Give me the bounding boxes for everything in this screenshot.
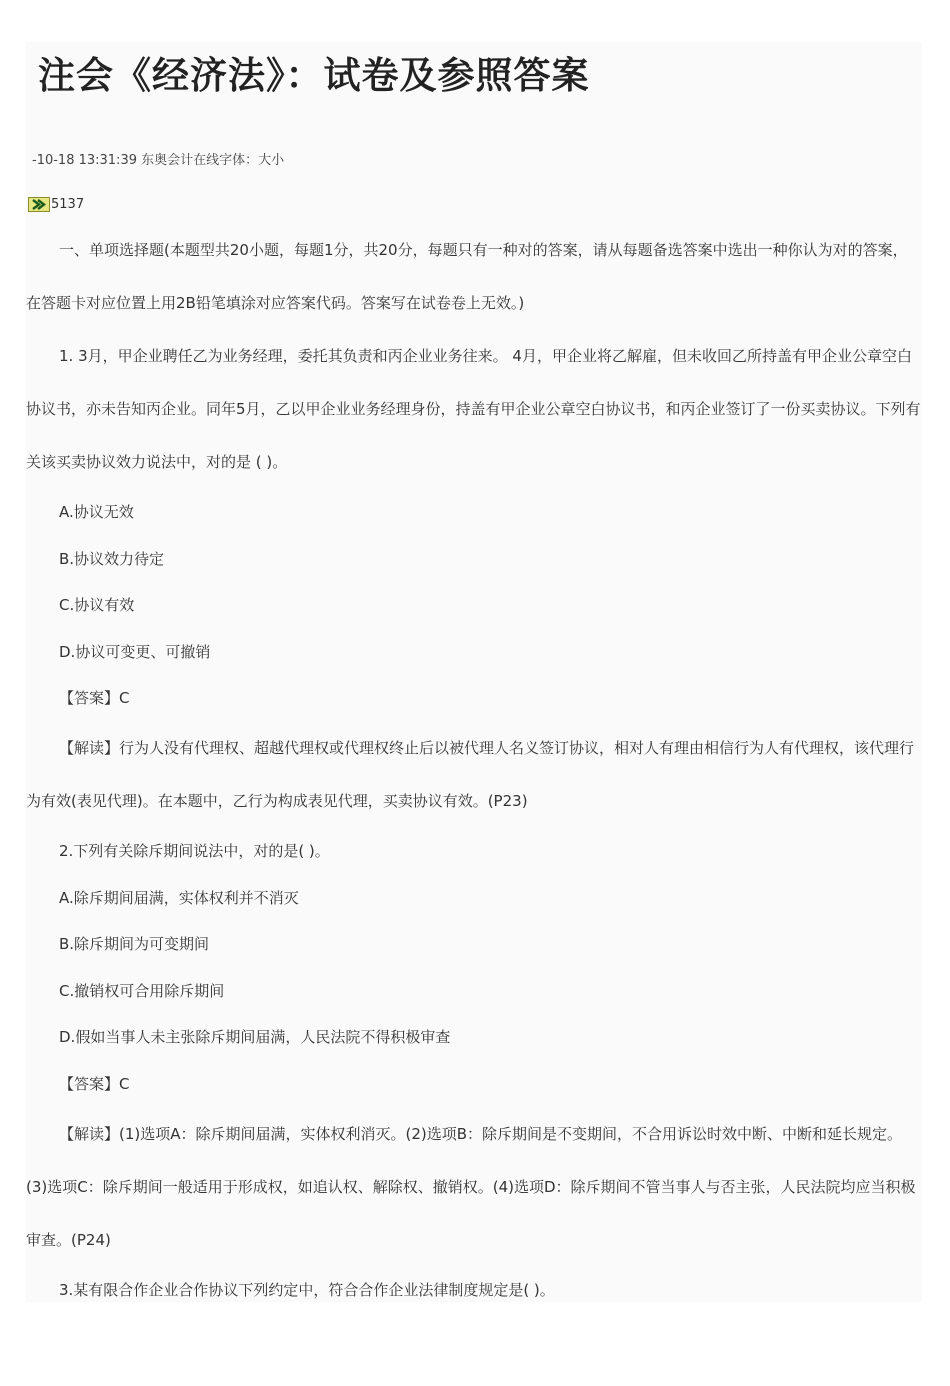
question-3: 3.某有限合作企业合作协议下列约定中，符合合作企业法律制度规定是( )。 (59, 1280, 555, 1299)
article-meta: -10-18 13:31:39 东奥会计在线字体：大小 (32, 153, 285, 168)
section-intro: 一、单项选择题(本题型共20小题，每题1分，共20分，每题只有一种对的答案，请从每题备选答案中选出一种你认为对的答案，在答题卡对应位置上用2B铅笔填涂对应答案代码。答案写在试卷卷上无效。) (26, 241, 908, 312)
q2-option-a: A.除斥期间届满，实体权利并不消灭 (59, 888, 299, 907)
q1-option-c: C.协议有效 (59, 596, 135, 615)
page-title: 注会《经济法》：试卷及参照答案 (38, 54, 590, 97)
question-1: 1. 3月，甲企业聘任乙为业务经理，委托其负责和丙企业业务往来。 4月，甲企业将乙解雇，但未收回乙所持盖有甲企业公章空白协议书，亦未告知丙企业。同年5月，乙以甲企业业务经理身份，持盖有甲企业公章空白协议书，和丙企业签订了一份买卖协议。下列有关该买卖协议效力说法中，对的是 ( )。 (26, 347, 921, 471)
q2-option-b: B.除斥期间为可变期间 (59, 935, 210, 954)
question-2: 2.下列有关除斥期间说法中，对的是( )。 (59, 841, 330, 860)
q1-answer: 【答案】C (59, 689, 130, 708)
arrow-icon (28, 197, 50, 212)
q1-explanation: 【解读】行为人没有代理权、超越代理权或代理权终止后以被代理人名义签订协议，相对人有理由相信行为人有代理权，该代理行为有效(表见代理)。在本题中，乙行为构成表见代理，买卖协议有效。(P23) (26, 738, 915, 810)
article-id-line (28, 194, 922, 212)
q1-option-a: A.协议无效 (59, 503, 134, 521)
document-page (26, 42, 922, 1302)
q1-option-d: D.协议可变更、可撤销 (59, 642, 211, 661)
q1-option-b: B.协议效力待定 (59, 549, 165, 568)
document-body (26, 224, 922, 1302)
q2-option-d: D.假如当事人未主张除斥期间届满，人民法院不得积极审查 (59, 1028, 451, 1047)
q2-explanation: 【解读】(1)选项A：除斥期间届满，实体权利消灭。(2)选项B：除斥期间是不变期间，不合用诉讼时效中断、中断和延长规定。(3)选项C：除斥期间一般适用于形成权，如追认权、解除权、撤销权。(4)选项D：除斥期间不管当事人与否主张，人民法院均应当积极审查。(P24) (26, 1124, 916, 1249)
q2-answer: 【答案】C (59, 1074, 130, 1093)
q2-option-c: C.撤销权可合用除斥期间 (59, 981, 225, 1000)
article-id: 5137 (51, 197, 85, 212)
